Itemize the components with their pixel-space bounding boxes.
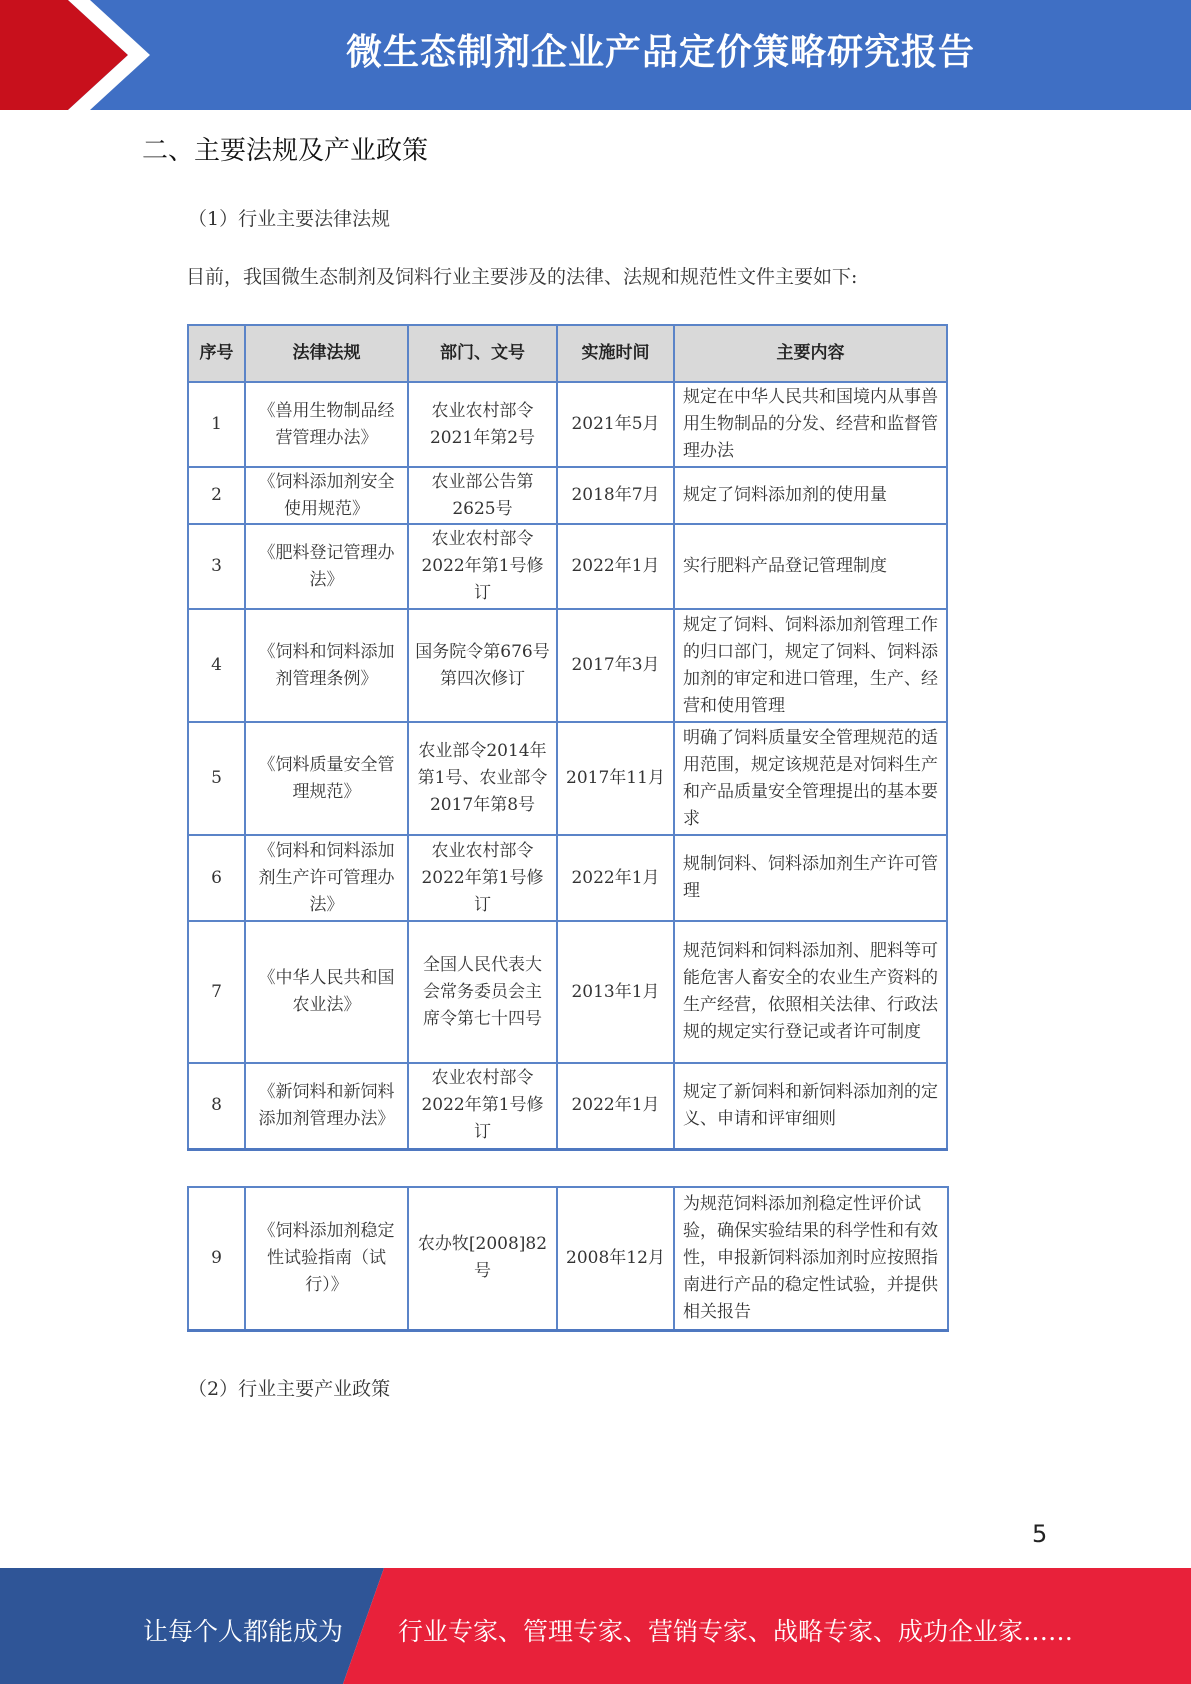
table-row — [188, 1063, 947, 1149]
row-date: 2018年7月 — [557, 467, 674, 524]
row-law: 《新饲料和新饲料添加剂管理办法》 — [245, 1063, 408, 1149]
header-index: 序号 — [188, 325, 245, 382]
row-content: 为规范饲料添加剂稳定性评价试验，确保实验结果的科学性和有效性，申报新饲料添加剂时应按照指南进行产品的稳定性试验，并提供相关报告 — [674, 1187, 948, 1330]
row-department: 农业部令2014年第1号、农业部令2017年第8号 — [408, 722, 557, 835]
row-law: 《饲料质量安全管理规范》 — [245, 722, 408, 835]
report-title: 微生态制剂企业产品定价策略研究报告 — [345, 32, 975, 73]
row-date: 2022年1月 — [557, 835, 674, 921]
row-index: 5 — [188, 722, 245, 835]
row-date: 2022年1月 — [557, 1063, 674, 1149]
row-law: 《饲料和饲料添加剂管理条例》 — [245, 609, 408, 722]
row-date: 2013年1月 — [557, 921, 674, 1063]
footer-slogan: 让每个人都能成为 — [143, 1617, 344, 1646]
intro-paragraph: 目前，我国微生态制剂及饲料行业主要涉及的法律、法规和规范性文件主要如下: — [186, 266, 858, 288]
row-content: 规定了饲料、饲料添加剂管理工作的归口部门，规定了饲料、饲料添加剂的审定和进口管理，生产、经营和使用管理 — [674, 609, 947, 722]
table-row — [188, 722, 947, 835]
row-index: 2 — [188, 467, 245, 524]
row-content: 规范饲料和饲料添加剂、肥料等可能危害人畜安全的农业生产资料的生产经营，依照相关法律、行政法规的规定实行登记或者许可制度 — [674, 921, 947, 1063]
row-date: 2022年1月 — [557, 524, 674, 609]
section-heading: 二、主要法规及产业政策 — [142, 136, 429, 166]
row-index: 3 — [188, 524, 245, 609]
row-law: 《饲料和饲料添加剂生产许可管理办法》 — [245, 835, 408, 921]
laws-table — [187, 324, 948, 1151]
header-banner — [0, 0, 1191, 110]
row-index: 9 — [188, 1187, 245, 1330]
row-index: 7 — [188, 921, 245, 1063]
row-law: 《肥料登记管理办法》 — [245, 524, 408, 609]
row-index: 8 — [188, 1063, 245, 1149]
subheading-laws: （1）行业主要法律法规 — [188, 208, 391, 230]
page-number: 5 — [1032, 1520, 1048, 1548]
table-row — [188, 382, 947, 467]
table-row — [188, 835, 947, 921]
row-content: 规定了饲料添加剂的使用量 — [674, 467, 947, 524]
row-department: 农业农村部令2022年第1号修订 — [408, 524, 557, 609]
row-index: 6 — [188, 835, 245, 921]
row-content: 规定了新饲料和新饲料添加剂的定义、申请和评审细则 — [674, 1063, 947, 1149]
header-effective-date: 实施时间 — [557, 325, 674, 382]
row-date: 2017年11月 — [557, 722, 674, 835]
row-index: 1 — [188, 382, 245, 467]
row-content: 实行肥料产品登记管理制度 — [674, 524, 947, 609]
table-header-row — [188, 325, 947, 382]
header-content: 主要内容 — [674, 325, 947, 382]
row-department: 农业农村部令2021年第2号 — [408, 382, 557, 467]
row-department: 农办牧[2008]82号 — [408, 1187, 557, 1330]
table-row — [188, 609, 947, 722]
row-index: 4 — [188, 609, 245, 722]
row-department: 农业农村部令2022年第1号修订 — [408, 835, 557, 921]
row-department: 国务院令第676号第四次修订 — [408, 609, 557, 722]
table-row — [188, 524, 947, 609]
row-department: 农业农村部令2022年第1号修订 — [408, 1063, 557, 1149]
table-row — [188, 467, 947, 524]
header-department: 部门、文号 — [408, 325, 557, 382]
row-date: 2017年3月 — [557, 609, 674, 722]
header-law: 法律法规 — [245, 325, 408, 382]
footer-roles: 行业专家、管理专家、营销专家、战略专家、成功企业家…… — [398, 1617, 1074, 1646]
row-law: 《饲料添加剂稳定性试验指南（试行）》 — [245, 1187, 408, 1330]
subheading-policies: （2）行业主要产业政策 — [188, 1378, 391, 1400]
row-department: 农业部公告第2625号 — [408, 467, 557, 524]
row-law: 《中华人民共和国农业法》 — [245, 921, 408, 1063]
row-content: 明确了饲料质量安全管理规范的适用范围，规定该规范是对饲料生产和产品质量安全管理提出的基本要求 — [674, 722, 947, 835]
row-content: 规制饲料、饲料添加剂生产许可管理 — [674, 835, 947, 921]
row-content: 规定在中华人民共和国境内从事兽用生物制品的分发、经营和监督管理办法 — [674, 382, 947, 467]
row-law: 《兽用生物制品经营管理办法》 — [245, 382, 408, 467]
laws-table-continued — [187, 1186, 949, 1332]
table-row — [188, 921, 947, 1063]
row-department: 全国人民代表大会常务委员会主席令第七十四号 — [408, 921, 557, 1063]
row-law: 《饲料添加剂安全使用规范》 — [245, 467, 408, 524]
row-date: 2021年5月 — [557, 382, 674, 467]
row-date: 2008年12月 — [557, 1187, 674, 1330]
table-row — [188, 1187, 948, 1330]
